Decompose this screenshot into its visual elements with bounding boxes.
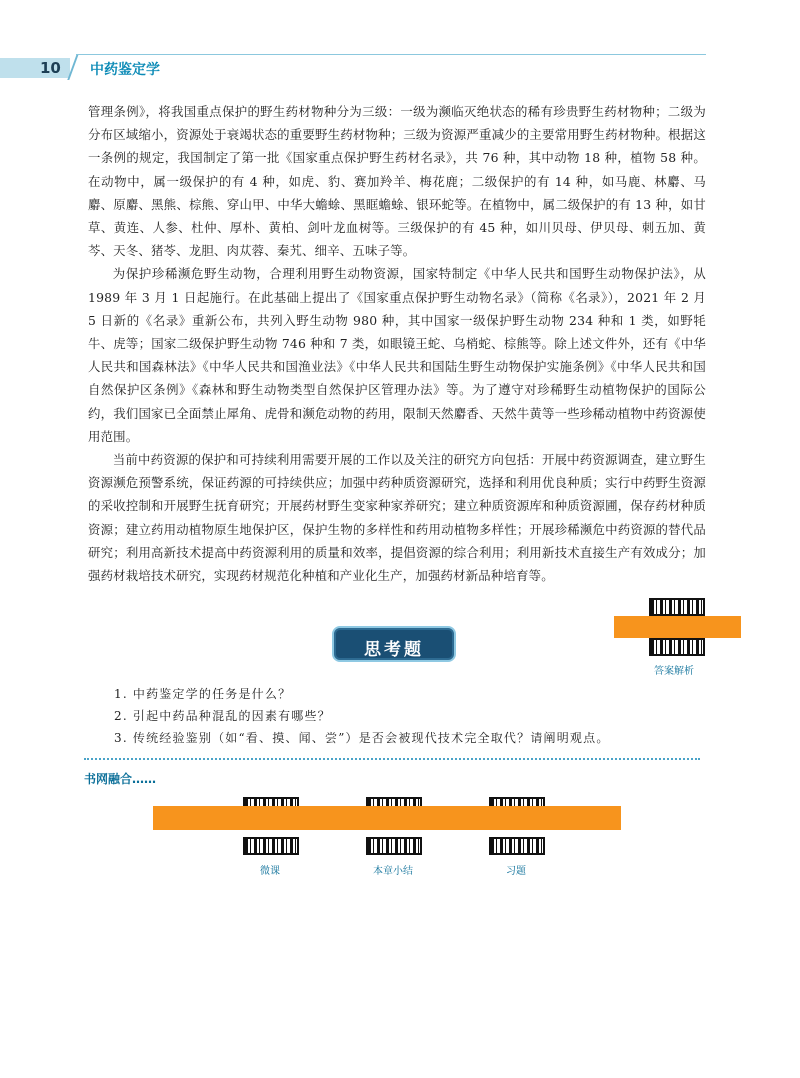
qr-bottom-half [366,837,422,855]
redaction-bar [153,806,621,830]
paragraph-2: 为保护珍稀濒危野生动物，合理利用野生动物资源，国家特制定《中华人民共和国野生动物保护法》，从 1989 年 3 月 1 日起施行。在此基础上提出了《国家重点保护野生动物名录》（简称《名录》），2021 年 2 月 5 日新的《名录》重新公布，共列入野生动物 980 种，其中国家一级保护野生动物 234 种和 1 类，如野牦牛、虎等；国家二级保护野生动物 746 种和 7 类，如眼镜王蛇、乌梢蛇、棕熊等。除上述文件外，还有《中华人民共和国森林法》《中华人民共和国渔业法》《中华人民共和国陆生野生动物保护实施条例》《中华人民共和国自然保护区条例》《森林和野生动物类型自然保护区管理办法》等。为了遵守对珍稀野生动植物保护的国际公约，我们国家已全面禁止犀角、虎骨和濒危动物的药用，限制天然麝香、天然牛黄等一些珍稀动植物中药资源使用范围。 [88,266,706,444]
question-item: 1. 中药鉴定学的任务是什么？ [114,687,292,701]
qr-top-half [649,598,705,616]
answer-label: 答案解析 [654,666,694,677]
header-rule [76,54,706,55]
page-header [0,50,800,80]
paragraph-3: 当前中药资源的保护和可持续利用需要开展的工作以及关注的研究方向包括：开展中药资源调查，建立野生资源濒危预警系统，保证药源的可持续供应；加强中药种质资源研究，选择和利用优良种质；实行中药野生资源的采收控制和开展野生抚育研究；开展药材野生变家种家养研究；建立种质资源库和种质资源圃，保存药材种质资源；建立药用动植物原生地保护区，保护生物的多样性和药用动植物多样性；开展珍稀濒危中药资源的替代品研究；利用高新技术提高中药资源利用的质量和效率，提倡资源的综合利用；利用新技术直接生产有效成分；加强药材栽培技术研究，实现药材规范化种植和产业化生产，加强药材新品种培育等。 [88,452,706,584]
dotted-divider [84,758,700,760]
paragraph-1: 管理条例》，将我国重点保护的野生药材物种分为三级：一级为濒临灭绝状态的稀有珍贵野生药材物种；二级为分布区域缩小，资源处于衰竭状态的重要野生药材物种；三级为资源严重减少的主要常用野生药材物种。根据这一条例的规定，我国制定了第一批《国家重点保护野生药材名录》，共 76 种，其中动物 18 种，植物 58 种。在动物中，属一级保护的有 4 种，如虎、豹、赛加羚羊、梅花鹿；二级保护的有 14 种，如马鹿、林麝、马麝、原麝、黑熊、棕熊、穿山甲、中华大蟾蜍、黑眶蟾蜍、银环蛇等。在植物中，属二级保护的有 13 种，如甘草、黄连、人参、杜仲、厚朴、黄柏、剑叶龙血树等。三级保护的有 45 种，如川贝母、伊贝母、刺五加、黄芩、天冬、猪苓、龙胆、肉苁蓉、秦艽、细辛、五味子等。 [88,104,706,259]
think-banner [332,626,456,662]
qr-bottom-half [649,638,705,656]
main-text [88,100,706,587]
question-item: 2. 引起中药品种混乱的因素有哪些？ [114,709,331,723]
qr-bottom-half [243,837,299,855]
page-number: 10 [40,59,61,77]
integration-title: 书网融合…… [84,772,157,786]
question-list [114,683,610,749]
qr-label-chapter-summary: 本章小结 [373,866,413,877]
qr-label-microlesson: 微课 [260,866,280,877]
book-title: 中药鉴定学 [90,62,160,78]
question-item: 3. 传统经验鉴别（如“看、摸、闻、尝”）是否会被现代技术完全取代？请阐明观点。 [114,731,610,745]
qr-bottom-half [489,837,545,855]
think-title: 思考题 [364,640,424,660]
qr-label-exercises: 习题 [506,866,526,877]
redaction-bar [614,616,741,638]
